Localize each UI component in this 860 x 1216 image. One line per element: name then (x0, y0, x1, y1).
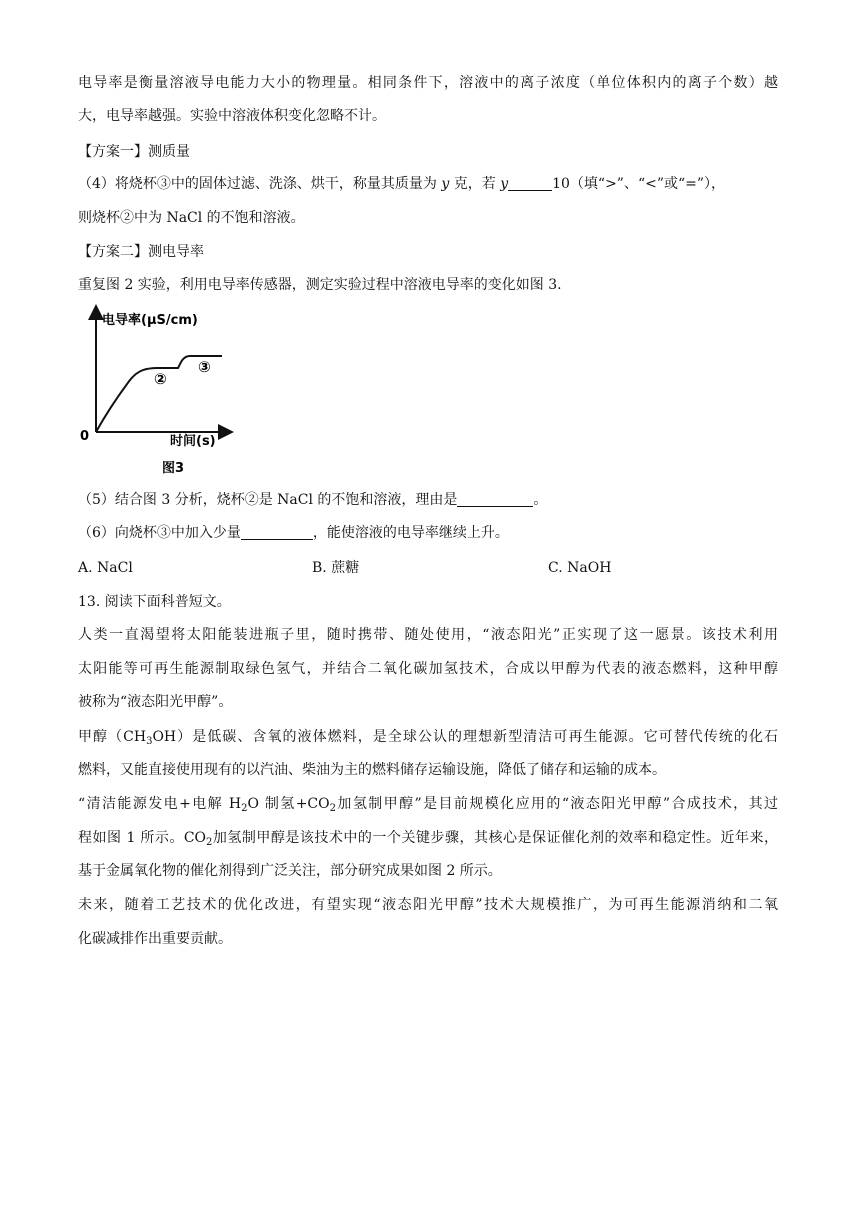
question-5 (78, 490, 547, 510)
q13-para2-line2: 燃料，又能直接使用现有的以汽油、柴油为主的燃料储存运输设施，降低了储存和运输的成本。 (78, 762, 666, 778)
intro-line-1: 电导率是衡量溶液导电能力大小的物理量。相同条件下，溶液中的离子浓度（单位体积内的离子个数）越 (78, 75, 778, 91)
q13-para3-line3: 基于金属氧化物的催化剂得到广泛关注，部分研究成果如图 2 所示。 (78, 863, 502, 879)
figure-caption: 图3 (162, 461, 185, 476)
question-4-line-1 (78, 174, 725, 194)
question-4-line-2: 则烧杯②中为 NaCl 的不饱和溶液。 (78, 210, 305, 226)
q13-para3-line2 (78, 828, 778, 848)
option-a[interactable]: A. NaCl (78, 560, 133, 576)
intro-line-2: 大，电导率越强。实验中溶液体积变化忽略不计。 (78, 108, 386, 124)
q4-answer-blank[interactable] (508, 176, 552, 191)
q13-para1-line1: 人类一直渴望将太阳能装进瓶子里，随时携带、随处使用，“液态阳光”正实现了这一愿景。该技术利用 (78, 627, 778, 643)
p3-l2-text-a: 程如图 1 所示。CO (78, 830, 207, 846)
plan2-heading: 【方案二】测电导率 (78, 244, 204, 260)
x-axis-label: 时间(s) (170, 434, 216, 449)
beaker-2-marker: ② (154, 370, 167, 388)
option-b[interactable]: B. 蔗糖 (312, 560, 360, 576)
figure-3 (74, 304, 234, 484)
q4-text-2: 克，若 (453, 176, 496, 192)
p3-text-b: O 制氢+CO (247, 796, 330, 812)
p3-text-a: “清洁能源发电+电解 H (78, 796, 242, 812)
question-6 (78, 523, 509, 543)
q13-para1-line2: 太阳能等可再生能源制取绿色氢气，并结合二氧化碳加氢技术，合成以甲醇为代表的液态燃料，这种甲醇 (78, 661, 778, 677)
q6-text: （6）向烧杯③中加入少量 (78, 525, 241, 541)
q4-text-3: 10（填“>”、“<”或“=”）， (552, 176, 726, 192)
p2-text-a: 甲醇（CH (78, 729, 147, 745)
q13-para4-line2: 化碳减排作出重要贡献。 (78, 931, 232, 947)
p3-l2-sub: 2 (206, 837, 213, 848)
p2-text-b: OH）是低碳、含氧的液体燃料，是全球公认的理想新型清洁可再生能源。它可替代传统的化石 (152, 729, 778, 745)
figure-3-graph (74, 304, 234, 484)
q13-para4-line1: 未来，随着工艺技术的优化改进，有望实现“液态阳光甲醇”技术大规模推广，为可再生能源消纳和二氧 (78, 897, 778, 913)
p2-sub: 3 (146, 736, 153, 747)
p3-text-c: 加氢制甲醇”是目前规模化应用的“液态阳光甲醇”合成技术，其过 (336, 796, 778, 812)
q4-text-1: （4）将烧杯③中的固体过滤、洗涤、烘干，称量其质量为 (78, 176, 437, 192)
origin-label: 0 (80, 429, 90, 444)
option-c[interactable]: C. NaOH (548, 560, 612, 576)
q4-var-2: y (500, 176, 509, 192)
q13-para1-line3: 被称为“液态阳光甲醇”。 (78, 694, 233, 710)
p3-sub-2: 2 (329, 803, 336, 814)
beaker-3-marker: ③ (198, 358, 211, 376)
q6-answer-blank[interactable] (241, 525, 313, 540)
q5-text: （5）结合图 3 分析，烧杯②是 NaCl 的不饱和溶液，理由是 (78, 492, 458, 508)
p3-sub-1: 2 (241, 803, 248, 814)
plan2-description: 重复图 2 实验，利用电导率传感器，测定实验过程中溶液电导率的变化如图 3. (78, 277, 562, 293)
q4-var-1: y (441, 176, 450, 192)
question-13-title: 13. 阅读下面科普短文。 (78, 594, 231, 610)
p3-l2-text-b: 加氢制甲醇是该技术中的一个关键步骤，其核心是保证催化剂的效率和稳定性。近年来， (212, 830, 779, 846)
q13-para2-line1 (78, 727, 778, 747)
q13-para3-line1 (78, 794, 778, 814)
y-axis-label: 电导率(μS/cm) (102, 313, 198, 328)
plan1-heading: 【方案一】测质量 (78, 144, 190, 160)
q6-text-end: ，能使溶液的电导率继续上升。 (312, 525, 509, 541)
q5-end: 。 (533, 492, 548, 508)
q5-answer-blank[interactable] (457, 492, 533, 507)
